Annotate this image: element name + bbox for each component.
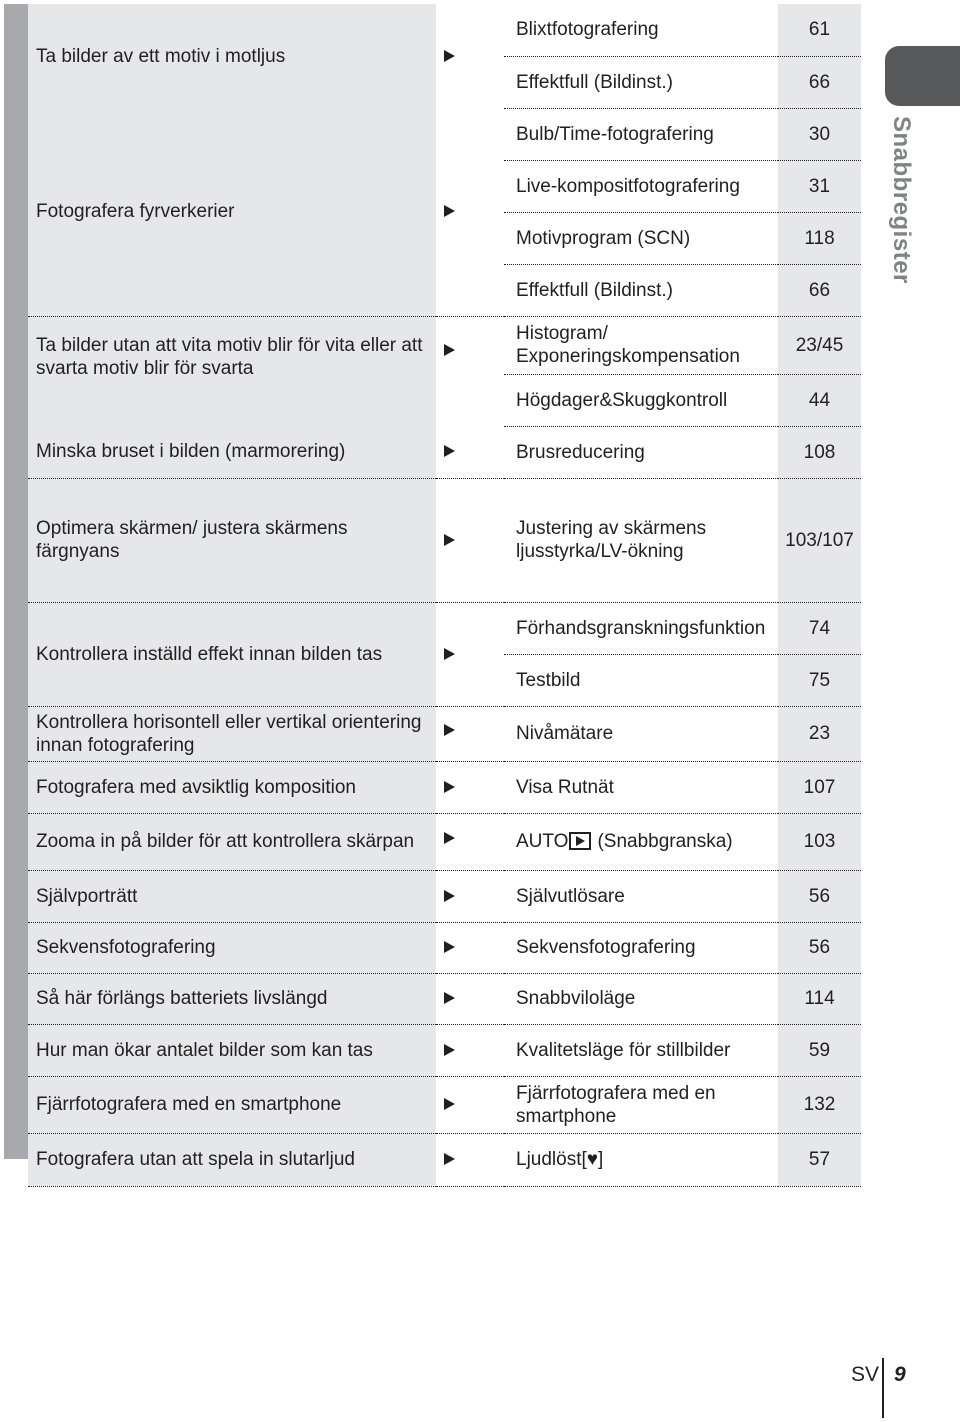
- page-number: 59: [778, 1024, 861, 1076]
- auto-label: AUTO: [516, 831, 569, 852]
- feature-link[interactable]: Kvalitetsläge för stillbilder: [504, 1024, 778, 1076]
- topic-cell: Ta bilder av ett motiv i motljus: [28, 4, 436, 108]
- page-number: 23/45: [778, 316, 861, 374]
- arrow-right-icon: [444, 1044, 455, 1056]
- feature-link[interactable]: Ljudlöst[♥]: [504, 1133, 778, 1186]
- page-number: 107: [778, 761, 861, 813]
- topic-cell: Fotografera fyrverkerier: [28, 108, 436, 316]
- topic-cell: Hur man ökar antalet bilder som kan tas: [28, 1024, 436, 1076]
- page-footer: [851, 1358, 911, 1392]
- page-number: 23: [778, 706, 861, 761]
- arrow-right-icon: [444, 648, 455, 660]
- section-label-text: Snabbregister: [888, 116, 915, 284]
- feature-link[interactable]: Sekvensfotografering: [504, 922, 778, 973]
- page-number: 74: [778, 602, 861, 654]
- page-number-footer: 9: [894, 1363, 906, 1386]
- topic-cell: Så här förlängs batteriets livslängd: [28, 973, 436, 1024]
- page-number: 44: [778, 374, 861, 426]
- topic-cell: Självporträtt: [28, 870, 436, 922]
- page-number: 66: [778, 264, 861, 316]
- section-label: [887, 116, 935, 316]
- topic-cell: Fotografera utan att spela in slutarljud: [28, 1133, 436, 1186]
- page-number: 114: [778, 973, 861, 1024]
- left-accent-bar: [4, 4, 28, 1159]
- quick-index-table: [28, 4, 861, 1187]
- quick-review-label: (Snabbgranska): [597, 831, 733, 852]
- feature-link[interactable]: Bulb/Time-fotografering: [504, 108, 778, 160]
- page-number: 56: [778, 922, 861, 973]
- page-number: 132: [778, 1076, 861, 1133]
- topic-cell: Fotografera med avsiktlig komposition: [28, 761, 436, 813]
- topic-cell: Minska bruset i bilden (marmorering): [28, 426, 436, 478]
- arrow-right-icon: [444, 445, 455, 457]
- feature-link[interactable]: Snabbviloläge: [504, 973, 778, 1024]
- feature-link[interactable]: Visa Rutnät: [504, 761, 778, 813]
- topic-cell: Kontrollera inställd effekt innan bilden tas: [28, 602, 436, 706]
- page-number: 108: [778, 426, 861, 478]
- arrow-right-icon: [444, 890, 455, 902]
- feature-link[interactable]: Histogram/ Exponeringskompensation: [504, 316, 778, 374]
- topic-cell: Sekvensfotografering: [28, 922, 436, 973]
- feature-link[interactable]: Fjärrfotografera med en smartphone: [504, 1076, 778, 1133]
- arrow-right-icon: [444, 205, 455, 217]
- feature-link[interactable]: Högdager&Skuggkontroll: [504, 374, 778, 426]
- arrow-right-icon: [444, 344, 455, 356]
- page-number: 30: [778, 108, 861, 160]
- footer-divider: [882, 1358, 884, 1418]
- feature-link[interactable]: Effektfull (Bildinst.): [504, 56, 778, 108]
- arrow-right-icon: [444, 832, 455, 844]
- page-number: 118: [778, 212, 861, 264]
- arrow-right-icon: [444, 534, 455, 546]
- topic-cell: Zooma in på bilder för att kontrollera skärpan: [28, 813, 436, 870]
- page-number: 103/107: [778, 478, 861, 602]
- topic-cell: Fjärrfotografera med en smartphone: [28, 1076, 436, 1133]
- arrow-right-icon: [444, 781, 455, 793]
- language-code: SV: [851, 1363, 880, 1386]
- page-number: 66: [778, 56, 861, 108]
- feature-link[interactable]: Självutlösare: [504, 870, 778, 922]
- playback-icon: [569, 832, 591, 850]
- page-number: 103: [778, 813, 861, 870]
- page-number: 56: [778, 870, 861, 922]
- arrow-right-icon: [444, 992, 455, 1004]
- feature-link[interactable]: Live-kompositfotografering: [504, 160, 778, 212]
- feature-link[interactable]: Testbild: [504, 654, 778, 706]
- section-tab: [885, 46, 960, 106]
- feature-link[interactable]: Blixtfotografering: [504, 4, 778, 56]
- page-number: 61: [778, 4, 861, 56]
- topic-cell: Ta bilder utan att vita motiv blir för vita eller att svarta motiv blir för svarta: [28, 316, 436, 426]
- topic-cell: Optimera skärmen/ justera skärmens färgnyans: [28, 478, 436, 602]
- arrow-right-icon: [444, 724, 455, 736]
- arrow-right-icon: [444, 941, 455, 953]
- feature-link[interactable]: [504, 813, 778, 870]
- topic-cell: Kontrollera horisontell eller vertikal orientering innan fotografering: [28, 706, 436, 761]
- arrow-right-icon: [444, 1153, 455, 1165]
- page-number: 31: [778, 160, 861, 212]
- arrow-right-icon: [444, 50, 455, 62]
- page-number: 57: [778, 1133, 861, 1186]
- feature-link[interactable]: Förhandsgranskningsfunktion: [504, 602, 778, 654]
- arrow-right-icon: [444, 1098, 455, 1110]
- feature-link[interactable]: Nivåmätare: [504, 706, 778, 761]
- feature-link[interactable]: Motivprogram (SCN): [504, 212, 778, 264]
- feature-link[interactable]: Effektfull (Bildinst.): [504, 264, 778, 316]
- feature-link[interactable]: Justering av skärmens ljusstyrka/LV-ökning: [504, 478, 778, 602]
- feature-link[interactable]: Brusreducering: [504, 426, 778, 478]
- page-number: 75: [778, 654, 861, 706]
